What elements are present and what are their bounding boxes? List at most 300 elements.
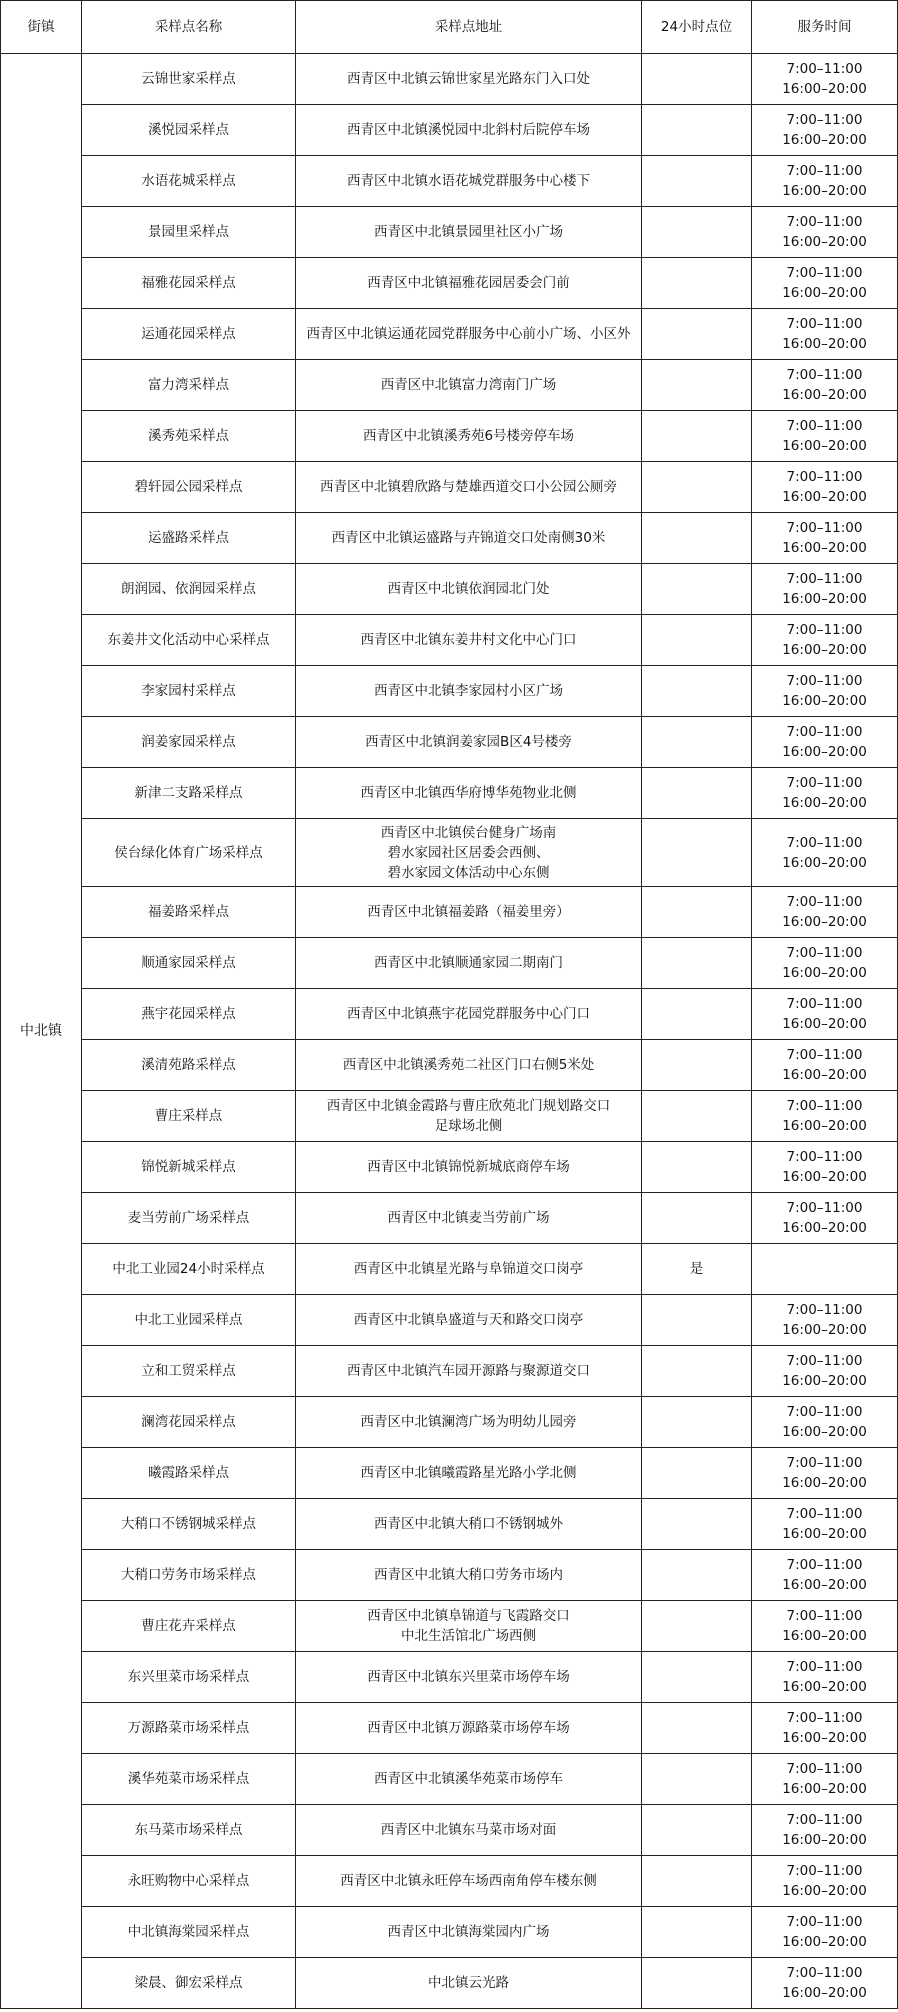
h24-cell [642,1142,752,1193]
site-address-cell [296,1856,642,1907]
table-header [1,1,898,54]
table-row [1,1754,898,1805]
address-line: 碧水家园社区居委会西侧、 [387,844,550,861]
table-row [1,1652,898,1703]
time-line: 16:00–20:00 [782,1067,867,1083]
time-line: 7:00–11:00 [786,316,863,332]
h24-cell [642,1550,752,1601]
site-name-cell: 润姜家园采样点 [82,717,296,768]
site-name-cell: 新津二支路采样点 [82,768,296,819]
time-line: 7:00–11:00 [786,1608,863,1624]
h24-cell [642,207,752,258]
table-row [1,309,898,360]
h24-cell [642,1601,752,1652]
address-line: 西青区中北镇福雅花园居委会门前 [367,275,570,291]
table-row [1,1958,898,2009]
time-line: 16:00–20:00 [782,965,867,981]
table-row [1,513,898,564]
site-address-cell [296,1499,642,1550]
address-line: 西青区中北镇润姜家园B区4号楼旁 [365,734,572,750]
address-line: 西青区中北镇大稍口劳务市场内 [374,1567,563,1583]
time-line: 16:00–20:00 [782,387,867,403]
time-line: 7:00–11:00 [786,367,863,383]
time-line: 7:00–11:00 [786,1965,863,1981]
time-line: 16:00–20:00 [782,693,867,709]
site-name-cell: 李家园村采样点 [82,666,296,717]
h24-cell [642,819,752,887]
table-row [1,717,898,768]
h24-cell [642,513,752,564]
town-cell: 中北镇 [1,54,82,2009]
h24-cell [642,666,752,717]
time-line: 7:00–11:00 [786,1506,863,1522]
time-line: 7:00–11:00 [786,1047,863,1063]
time-line: 7:00–11:00 [786,894,863,910]
table-row [1,105,898,156]
site-address-cell [296,666,642,717]
h24-cell [642,411,752,462]
table-row [1,1295,898,1346]
h24-cell [642,309,752,360]
table-row [1,1244,898,1295]
table-row [1,462,898,513]
service-time-cell [752,1550,898,1601]
header-town: 街镇 [1,1,82,54]
h24-cell [642,1805,752,1856]
address-line: 西青区中北镇阜锦道与飞霞路交口 [367,1608,570,1624]
address-line: 西青区中北镇海棠园内广场 [387,1924,550,1940]
site-name-cell: 顺通家园采样点 [82,938,296,989]
time-line: 16:00–20:00 [782,81,867,97]
h24-cell [642,989,752,1040]
site-address-cell [296,1448,642,1499]
time-line: 7:00–11:00 [786,724,863,740]
h24-cell [642,1448,752,1499]
time-line: 7:00–11:00 [786,673,863,689]
service-time-cell [752,1703,898,1754]
h24-cell [642,1703,752,1754]
site-name-cell: 运盛路采样点 [82,513,296,564]
address-line: 西青区中北镇阜盛道与天和路交口岗亭 [353,1312,584,1328]
time-line: 16:00–20:00 [782,1475,867,1491]
time-line: 16:00–20:00 [782,1577,867,1593]
address-line: 西青区中北镇澜湾广场为明幼儿园旁 [360,1414,577,1430]
time-line: 16:00–20:00 [782,1424,867,1440]
table-row [1,1601,898,1652]
service-time-cell [752,513,898,564]
time-line: 16:00–20:00 [782,438,867,454]
site-name-cell: 永旺购物中心采样点 [82,1856,296,1907]
h24-cell [642,768,752,819]
time-line: 16:00–20:00 [782,642,867,658]
time-line: 16:00–20:00 [782,1220,867,1236]
time-line: 16:00–20:00 [782,132,867,148]
time-line: 16:00–20:00 [782,1628,867,1644]
time-line: 16:00–20:00 [782,744,867,760]
service-time-cell [752,1244,898,1295]
table-row [1,1193,898,1244]
site-name-cell: 侯台绿化体育广场采样点 [82,819,296,887]
site-name-cell: 溪秀苑采样点 [82,411,296,462]
address-line: 西青区中北镇云锦世家星光路东门入口处 [347,71,590,87]
table-row [1,1091,898,1142]
table-row [1,666,898,717]
service-time-cell [752,1907,898,1958]
time-line: 7:00–11:00 [786,1098,863,1114]
h24-cell [642,360,752,411]
address-line: 西青区中北镇大稍口不锈钢城外 [374,1516,563,1532]
table-row [1,1703,898,1754]
h24-cell [642,462,752,513]
site-name-cell: 溪悦园采样点 [82,105,296,156]
site-name-cell: 云锦世家采样点 [82,54,296,105]
address-line: 西青区中北镇水语花城党群服务中心楼下 [347,173,590,189]
time-line: 7:00–11:00 [786,1149,863,1165]
service-time-cell [752,360,898,411]
time-line: 16:00–20:00 [782,1832,867,1848]
address-line: 中北生活馆北广场西侧 [401,1628,536,1644]
table-row [1,156,898,207]
service-time-cell [752,1448,898,1499]
site-name-cell: 东姜井文化活动中心采样点 [82,615,296,666]
site-address-cell [296,1295,642,1346]
site-address-cell [296,513,642,564]
service-time-cell [752,207,898,258]
table-row [1,887,898,938]
service-time-cell [752,411,898,462]
table-body [1,54,898,2009]
time-line: 7:00–11:00 [786,265,863,281]
address-line: 西青区中北镇溪华苑菜市场停车 [374,1771,563,1787]
service-time-cell [752,1040,898,1091]
site-address-cell [296,156,642,207]
service-time-cell [752,989,898,1040]
table-row [1,768,898,819]
site-name-cell: 朗润园、依润园采样点 [82,564,296,615]
table-row [1,258,898,309]
site-address-cell [296,717,642,768]
site-name-cell: 曦霞路采样点 [82,1448,296,1499]
time-line: 16:00–20:00 [782,1883,867,1899]
site-address-cell [296,615,642,666]
site-name-cell: 水语花城采样点 [82,156,296,207]
time-line: 7:00–11:00 [786,1914,863,1930]
h24-cell [642,1346,752,1397]
time-line: 16:00–20:00 [782,1781,867,1797]
service-time-cell [752,1397,898,1448]
header-site-name: 采样点名称 [82,1,296,54]
time-line: 16:00–20:00 [782,1118,867,1134]
h24-cell [642,1856,752,1907]
site-address-cell [296,258,642,309]
table-row [1,938,898,989]
site-name-cell: 万源路菜市场采样点 [82,1703,296,1754]
address-line: 西青区中北镇燕宇花园党群服务中心门口 [347,1006,590,1022]
time-line: 16:00–20:00 [782,1373,867,1389]
address-line: 西青区中北镇西华府博华苑物业北侧 [360,785,577,801]
address-line: 西青区中北镇李家园村小区广场 [374,683,563,699]
site-address-cell [296,1091,642,1142]
site-name-cell: 富力湾采样点 [82,360,296,411]
service-time-cell [752,258,898,309]
h24-cell [642,258,752,309]
address-line: 西青区中北镇溪秀苑二社区门口右侧5米处 [342,1057,595,1073]
service-time-cell [752,54,898,105]
time-line: 16:00–20:00 [782,234,867,250]
h24-cell [642,156,752,207]
service-time-cell [752,462,898,513]
time-line: 16:00–20:00 [782,1985,867,2001]
table-row [1,1499,898,1550]
site-name-cell: 大稍口劳务市场采样点 [82,1550,296,1601]
address-line: 西青区中北镇金霞路与曹庄欣苑北门规划路交口 [326,1098,611,1114]
time-line: 16:00–20:00 [782,183,867,199]
time-line: 16:00–20:00 [782,540,867,556]
site-name-cell: 运通花园采样点 [82,309,296,360]
site-name-cell: 东马菜市场采样点 [82,1805,296,1856]
time-line: 7:00–11:00 [786,1812,863,1828]
header-site-address: 采样点地址 [296,1,642,54]
time-line: 7:00–11:00 [786,469,863,485]
time-line: 7:00–11:00 [786,1455,863,1471]
service-time-cell [752,564,898,615]
site-address-cell [296,309,642,360]
table-row [1,1397,898,1448]
h24-cell [642,105,752,156]
time-line: 7:00–11:00 [786,834,863,851]
address-line: 西青区中北镇侯台健身广场南 [380,824,557,841]
site-address-cell [296,207,642,258]
service-time-cell [752,1652,898,1703]
address-line: 西青区中北镇曦霞路星光路小学北侧 [360,1465,577,1481]
site-name-cell: 梁晨、御宏采样点 [82,1958,296,2009]
header-service-time: 服务时间 [752,1,898,54]
site-address-cell [296,1244,642,1295]
site-address-cell [296,360,642,411]
site-name-cell: 曹庄采样点 [82,1091,296,1142]
service-time-cell [752,1499,898,1550]
table-row [1,1040,898,1091]
service-time-cell [752,1142,898,1193]
address-line: 碧水家园文体活动中心东侧 [387,864,550,881]
table-row [1,54,898,105]
time-line: 7:00–11:00 [786,1200,863,1216]
h24-cell [642,54,752,105]
table-row [1,1346,898,1397]
time-line: 7:00–11:00 [786,1557,863,1573]
table-row [1,989,898,1040]
time-line: 16:00–20:00 [782,1934,867,1950]
service-time-cell [752,1091,898,1142]
address-line: 西青区中北镇顺通家园二期南门 [374,955,563,971]
address-line: 西青区中北镇富力湾南门广场 [380,377,557,393]
site-address-cell [296,1907,642,1958]
site-name-cell: 锦悦新城采样点 [82,1142,296,1193]
time-line: 7:00–11:00 [786,61,863,77]
site-address-cell [296,1601,642,1652]
site-address-cell [296,1703,642,1754]
time-line: 7:00–11:00 [786,1302,863,1318]
table-row [1,819,898,887]
h24-cell [642,1907,752,1958]
table-row [1,564,898,615]
time-line: 7:00–11:00 [786,418,863,434]
address-line: 西青区中北镇溪秀苑6号楼旁停车场 [362,428,575,444]
site-name-cell: 景园里采样点 [82,207,296,258]
service-time-cell [752,938,898,989]
address-line: 西青区中北镇东兴里菜市场停车场 [367,1669,570,1685]
table-row [1,1550,898,1601]
site-name-cell: 中北工业园采样点 [82,1295,296,1346]
address-line: 西青区中北镇景园里社区小广场 [374,224,563,240]
site-address-cell [296,105,642,156]
h24-cell [642,615,752,666]
table-row [1,207,898,258]
time-line: 7:00–11:00 [786,1710,863,1726]
service-time-cell [752,1958,898,2009]
address-line: 西青区中北镇星光路与阜锦道交口岗亭 [353,1261,584,1277]
site-name-cell: 立和工贸采样点 [82,1346,296,1397]
address-line: 西青区中北镇依润园北门处 [387,581,550,597]
service-time-cell [752,1295,898,1346]
time-line: 7:00–11:00 [786,1353,863,1369]
address-line: 西青区中北镇汽车园开源路与聚源道交口 [347,1363,590,1379]
site-name-cell: 东兴里菜市场采样点 [82,1652,296,1703]
time-line: 7:00–11:00 [786,1404,863,1420]
h24-cell [642,1193,752,1244]
h24-cell [642,1652,752,1703]
time-line: 7:00–11:00 [786,1761,863,1777]
h24-cell [642,564,752,615]
time-line: 16:00–20:00 [782,489,867,505]
address-line: 西青区中北镇麦当劳前广场 [387,1210,550,1226]
h24-cell [642,938,752,989]
time-line: 7:00–11:00 [786,622,863,638]
h24-cell [642,1040,752,1091]
site-address-cell [296,887,642,938]
table-row [1,411,898,462]
address-line: 西青区中北镇东姜井村文化中心门口 [360,632,577,648]
site-name-cell: 福雅花园采样点 [82,258,296,309]
service-time-cell [752,1601,898,1652]
time-line: 7:00–11:00 [786,945,863,961]
address-line: 西青区中北镇福姜路（福姜里旁） [367,904,570,920]
service-time-cell [752,666,898,717]
service-time-cell [752,309,898,360]
time-line: 7:00–11:00 [786,1659,863,1675]
address-line: 西青区中北镇永旺停车场西南角停车楼东侧 [340,1873,597,1889]
service-time-cell [752,1805,898,1856]
time-line: 7:00–11:00 [786,112,863,128]
site-address-cell [296,938,642,989]
service-time-cell [752,768,898,819]
time-line: 7:00–11:00 [786,571,863,587]
site-address-cell [296,1958,642,2009]
table-row [1,1142,898,1193]
h24-cell [642,1295,752,1346]
time-line: 16:00–20:00 [782,1016,867,1032]
h24-cell: 是 [642,1244,752,1295]
address-line: 西青区中北镇溪悦园中北斜村后院停车场 [347,122,590,138]
service-time-cell [752,717,898,768]
address-line: 西青区中北镇运盛路与卉锦道交口处南侧30米 [331,530,606,546]
address-line: 西青区中北镇锦悦新城底商停车场 [367,1159,570,1175]
h24-cell [642,1091,752,1142]
time-line: 16:00–20:00 [782,854,867,871]
table-row [1,1856,898,1907]
h24-cell [642,1754,752,1805]
time-line: 7:00–11:00 [786,775,863,791]
site-address-cell [296,54,642,105]
site-address-cell [296,819,642,887]
service-time-cell [752,887,898,938]
site-name-cell: 曹庄花卉采样点 [82,1601,296,1652]
site-address-cell [296,1652,642,1703]
address-line: 西青区中北镇碧欣路与楚雄西道交口小公园公厕旁 [320,479,617,495]
site-name-cell: 福姜路采样点 [82,887,296,938]
time-line: 16:00–20:00 [782,795,867,811]
h24-cell [642,1499,752,1550]
header-24h: 24小时点位 [642,1,752,54]
time-line: 16:00–20:00 [782,1679,867,1695]
table-row [1,1805,898,1856]
service-time-cell [752,1754,898,1805]
address-line: 西青区中北镇万源路菜市场停车场 [367,1720,570,1736]
site-address-cell [296,1805,642,1856]
service-time-cell [752,1346,898,1397]
time-line: 16:00–20:00 [782,285,867,301]
site-address-cell [296,1193,642,1244]
time-line: 7:00–11:00 [786,214,863,230]
site-address-cell [296,1397,642,1448]
site-address-cell [296,768,642,819]
site-address-cell [296,564,642,615]
site-name-cell: 碧轩园公园采样点 [82,462,296,513]
site-name-cell: 燕宇花园采样点 [82,989,296,1040]
site-address-cell [296,1040,642,1091]
site-address-cell [296,411,642,462]
table-row [1,1448,898,1499]
table-row [1,1907,898,1958]
site-address-cell [296,1550,642,1601]
h24-cell [642,887,752,938]
time-line: 16:00–20:00 [782,1730,867,1746]
time-line: 16:00–20:00 [782,1169,867,1185]
table-row [1,615,898,666]
time-line: 7:00–11:00 [786,520,863,536]
time-line: 16:00–20:00 [782,914,867,930]
site-name-cell: 麦当劳前广场采样点 [82,1193,296,1244]
site-address-cell [296,1346,642,1397]
site-address-cell [296,462,642,513]
h24-cell [642,1397,752,1448]
site-name-cell: 中北镇海棠园采样点 [82,1907,296,1958]
time-line: 7:00–11:00 [786,996,863,1012]
time-line: 7:00–11:00 [786,163,863,179]
h24-cell [642,1958,752,2009]
time-line: 16:00–20:00 [782,1322,867,1338]
service-time-cell [752,105,898,156]
address-line: 西青区中北镇运通花园党群服务中心前小广场、小区外 [306,326,631,342]
table-row [1,360,898,411]
address-line: 中北镇云光路 [428,1975,509,1991]
site-name-cell: 溪清苑路采样点 [82,1040,296,1091]
h24-cell [642,717,752,768]
time-line: 16:00–20:00 [782,1526,867,1542]
service-time-cell [752,819,898,887]
site-address-cell [296,1754,642,1805]
service-time-cell [752,615,898,666]
